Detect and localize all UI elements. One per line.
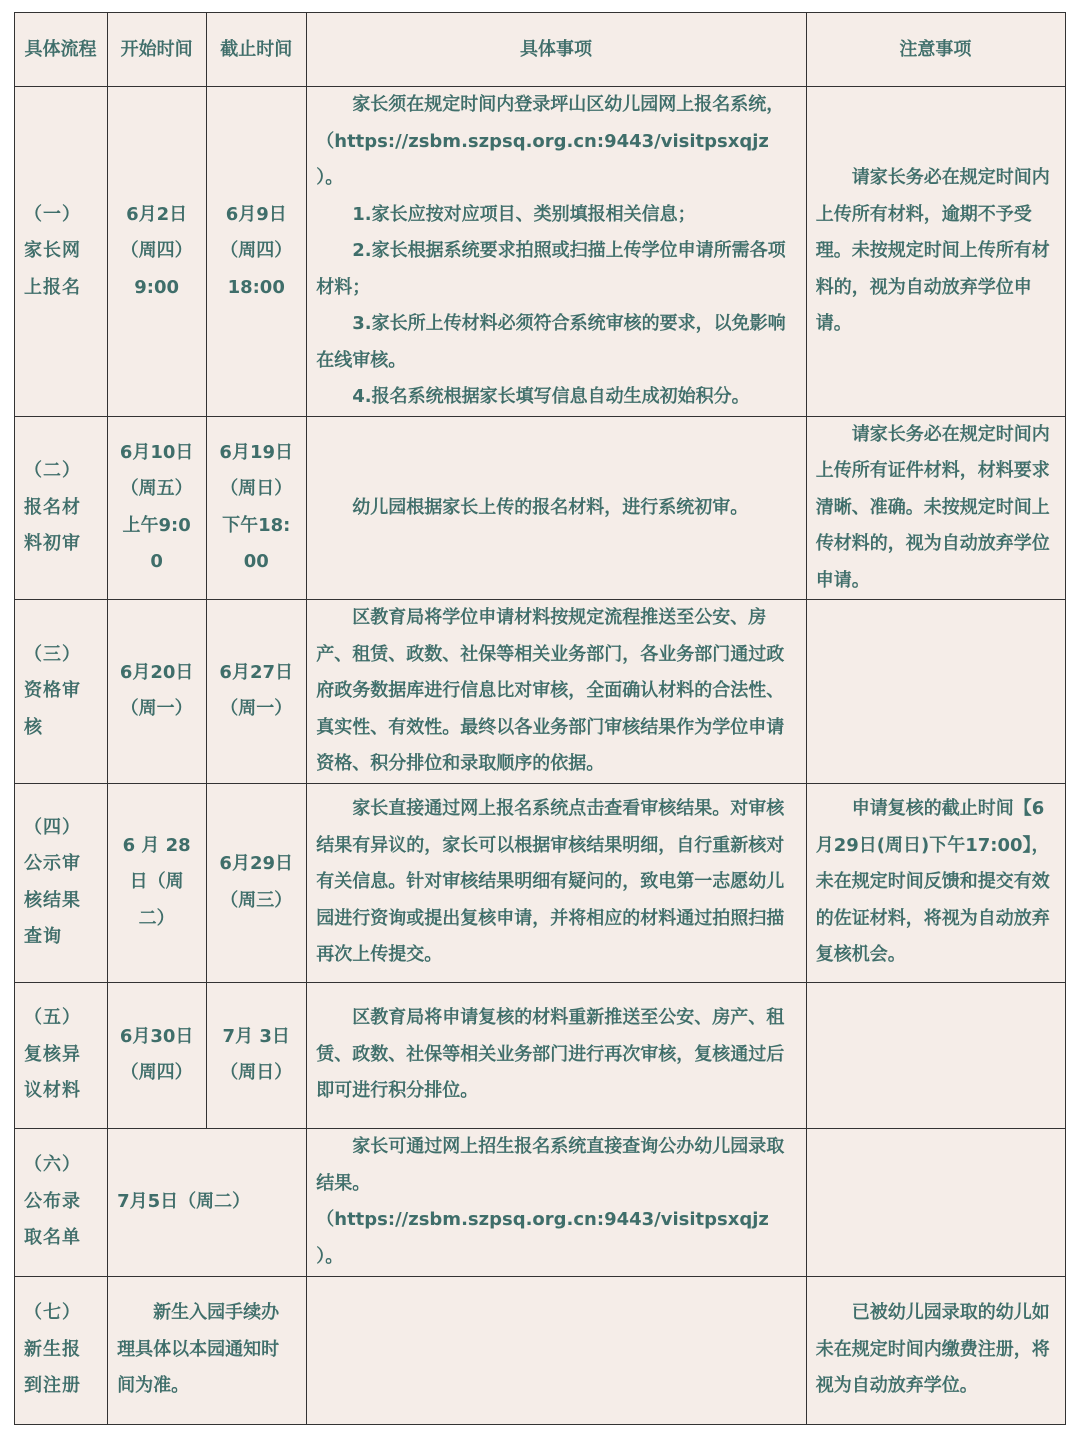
details-cell [307,416,806,600]
header-end-time: 截止时间 [207,13,307,87]
end-time: 6月27日（周一） [207,600,307,784]
notes-cell [806,783,1065,982]
start-time: 6月10日（周五）上午9:00 [108,416,207,600]
start-time: 6月30日（周四） [108,982,207,1128]
notes-cell [806,600,1065,784]
detail-paragraph: 家长可通过网上招生报名系统直接查询公办幼儿园录取结果。 [316,1136,785,1194]
detail-paragraph: 区教育局将申请复核的材料重新推送至公安、房产、租赁、政数、社保等相关业务部门进行再次审核，复核通过后即可进行积分排位。 [316,1007,785,1102]
header-start-time: 开始时间 [108,13,207,87]
details-cell [307,1128,806,1276]
notes-cell [806,1276,1065,1424]
detail-paragraph: 1.家长应按对应项目、类别填报相关信息； [352,203,696,225]
system-url[interactable]: （https://zsbm.szpsq.org.cn:9443/visitpsxqjz ）。 [316,130,769,188]
end-time: 6月29日（周三） [207,783,307,982]
table-row [15,1128,1066,1276]
table-row [15,783,1066,982]
notes-cell [806,87,1065,417]
notes-cell [806,982,1065,1128]
header-notes: 注意事项 [806,13,1065,87]
step-label: （三）资格审核 [15,600,108,784]
end-time: 6月9日（周四）18:00 [207,87,307,417]
header-process: 具体流程 [15,13,108,87]
notes-cell [806,416,1065,600]
details-cell [307,87,806,417]
details-cell [307,783,806,982]
table-row [15,1276,1066,1424]
detail-paragraph: 4.报名系统根据家长填写信息自动生成初始积分。 [352,386,750,407]
detail-paragraph: 家长直接通过网上报名系统点击查看审核结果。对审核结果有异议的，家长可以根据审核结果明细，自行重新核对有关信息。针对审核结果明细有疑问的，致电第一志愿幼儿园进行资询或提出复核申请，并将相应的材料通过拍照扫描再次上传提交。 [316,798,785,966]
date-range [108,1276,307,1424]
table-header-row [15,13,1066,87]
notes-text: 已被幼儿园录取的幼儿如未在规定时间内缴费注册，将视为自动放弃学位。 [815,1302,1050,1397]
end-time: 7月 3日（周日） [207,982,307,1128]
notes-text: 请家长务必在规定时间内上传所有材料，逾期不予受理。未按规定时间上传所有材料的，视为自动放弃学位申请。 [815,167,1050,334]
start-time: 6 月 28日（周二） [108,783,207,982]
system-url[interactable]: （https://zsbm.szpsq.org.cn:9443/visitpsxqjz ）。 [316,1209,769,1267]
step-label: （一）家长网上报名 [15,87,108,417]
table-row [15,87,1066,417]
table-row [15,982,1066,1128]
end-time: 6月19日（周日）下午18:00 [207,416,307,600]
detail-paragraph: 幼儿园根据家长上传的报名材料，进行系统初审。 [352,496,749,518]
notes-text: 请家长务必在规定时间内上传所有证件材料，材料要求清晰、准确。未按规定时间上传材料的，视为自动放弃学位申请。 [815,423,1050,591]
date-text: 新生入园手续办理具体以本园通知时间为准。 [117,1302,280,1397]
notes-cell [806,1128,1065,1276]
step-label: （二）报名材料初审 [15,416,108,600]
detail-paragraph: 2.家长根据系统要求拍照或扫描上传学位申请所需各项材料； [316,240,786,298]
start-time: 6月20日（周一） [108,600,207,784]
admission-schedule-table-wrapper [14,12,1066,1425]
detail-paragraph: 家长须在规定时间内登录坪山区幼儿园网上报名系统， [352,94,785,115]
header-details: 具体事项 [307,13,806,87]
detail-paragraph: 3.家长所上传材料必须符合系统审核的要求，以免影响在线审核。 [316,313,786,371]
start-time: 6月2日（周四）9:00 [108,87,207,417]
details-cell [307,982,806,1128]
details-cell [307,600,806,784]
step-label: （六）公布录取名单 [15,1128,108,1276]
details-cell [307,1276,806,1424]
admission-schedule-table [14,12,1066,1425]
detail-paragraph: 区教育局将学位申请材料按规定流程推送至公安、房产、租赁、政数、社保等相关业务部门，各业务部门通过政府政务数据库进行信息比对审核，全面确认材料的合法性、真实性、有效性。最终以各业务部门审核结果作为学位申请资格、积分排位和录取顺序的依据。 [316,607,785,774]
step-label: （四）公示审核结果查询 [15,783,108,982]
step-label: （七）新生报到注册 [15,1276,108,1424]
notes-text: 申请复核的截止时间【6月29日(周日)下午17:00】，未在规定时间反馈和提交有效的佐证材料，将视为自动放弃复核机会。 [815,798,1050,966]
table-row [15,416,1066,600]
date-range: 7月5日（周二） [108,1128,307,1276]
step-label: （五）复核异议材料 [15,982,108,1128]
table-row [15,600,1066,784]
